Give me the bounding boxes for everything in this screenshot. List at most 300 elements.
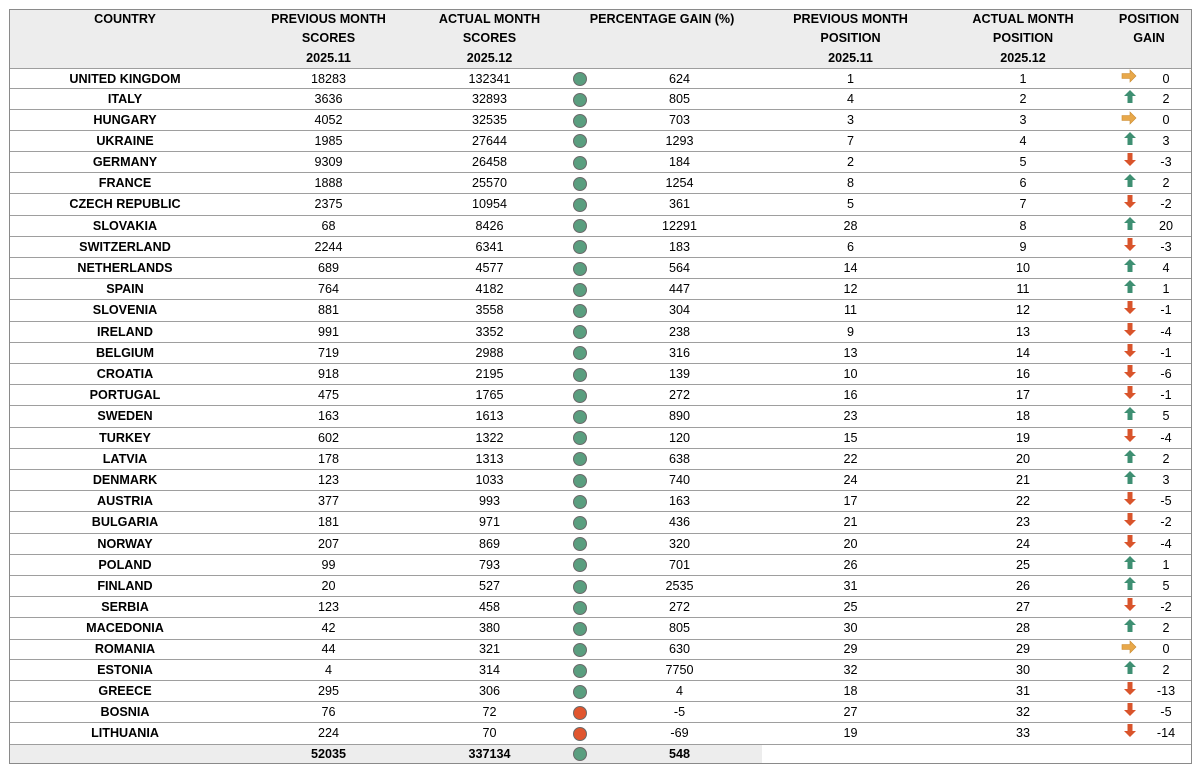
status-cell <box>562 279 597 300</box>
scores-table-container <box>9 9 1192 764</box>
status-dot <box>573 643 587 657</box>
status-dot <box>573 240 587 254</box>
header-line: POSITION <box>992 31 1054 46</box>
pct-gain: 320 <box>597 533 762 554</box>
header-prev-position <box>762 10 939 69</box>
direction-cell <box>1107 363 1141 384</box>
country-name: GREECE <box>10 681 240 702</box>
actual-position: 33 <box>939 723 1107 744</box>
actual-score: 4182 <box>417 279 562 300</box>
arrow-down-icon <box>1123 300 1137 320</box>
totals-blank <box>762 744 1191 763</box>
prev-position: 12 <box>762 279 939 300</box>
position-gain: -2 <box>1141 194 1191 215</box>
position-gain: 5 <box>1141 406 1191 427</box>
pct-gain: 2535 <box>597 576 762 597</box>
table-row <box>10 533 1191 554</box>
actual-score: 3558 <box>417 300 562 321</box>
actual-score: 793 <box>417 554 562 575</box>
table-row <box>10 659 1191 680</box>
table-row <box>10 427 1191 448</box>
prev-position: 24 <box>762 469 939 490</box>
total-actual-scores: 337134 <box>417 744 562 763</box>
prev-position: 14 <box>762 257 939 278</box>
arrow-down-icon <box>1123 512 1137 532</box>
table-row <box>10 110 1191 130</box>
prev-position: 3 <box>762 110 939 130</box>
header-line: PREVIOUS MONTH <box>271 12 386 26</box>
prev-position: 32 <box>762 659 939 680</box>
actual-position: 14 <box>939 342 1107 363</box>
pct-gain: 304 <box>597 300 762 321</box>
prev-position: 5 <box>762 194 939 215</box>
status-cell <box>562 681 597 702</box>
country-name: NETHERLANDS <box>10 257 240 278</box>
header-line: POSITION <box>1118 12 1180 26</box>
status-dot <box>573 601 587 615</box>
prev-score: 719 <box>240 342 417 363</box>
status-dot <box>573 219 587 233</box>
actual-score: 8426 <box>417 215 562 236</box>
status-cell <box>562 110 597 130</box>
status-dot <box>573 114 587 128</box>
prev-position: 4 <box>762 89 939 110</box>
table-row <box>10 512 1191 533</box>
table-row <box>10 194 1191 215</box>
pct-gain: 638 <box>597 448 762 469</box>
actual-position: 10 <box>939 257 1107 278</box>
actual-position: 27 <box>939 597 1107 618</box>
arrow-down-icon <box>1123 491 1137 511</box>
position-gain: -1 <box>1141 385 1191 406</box>
actual-position: 5 <box>939 151 1107 172</box>
status-cell <box>562 215 597 236</box>
direction-cell <box>1107 406 1141 427</box>
arrow-down-icon <box>1123 152 1137 172</box>
position-gain: -4 <box>1141 533 1191 554</box>
arrow-down-icon <box>1123 597 1137 617</box>
total-status-dot <box>573 747 587 761</box>
header-line: 2025.11 <box>306 50 351 65</box>
country-name: POLAND <box>10 554 240 575</box>
pct-gain: 436 <box>597 512 762 533</box>
actual-score: 1313 <box>417 448 562 469</box>
status-dot <box>573 558 587 572</box>
status-dot <box>573 198 587 212</box>
arrow-up-icon <box>1123 173 1137 193</box>
actual-position: 8 <box>939 215 1107 236</box>
arrow-right-icon <box>1121 640 1137 659</box>
arrow-up-icon <box>1123 576 1137 596</box>
position-gain: 0 <box>1141 69 1191 89</box>
actual-position: 6 <box>939 173 1107 194</box>
status-dot <box>573 664 587 678</box>
direction-cell <box>1107 151 1141 172</box>
table-row <box>10 151 1191 172</box>
pct-gain: 447 <box>597 279 762 300</box>
status-cell <box>562 321 597 342</box>
pct-gain: -5 <box>597 702 762 723</box>
actual-position: 20 <box>939 448 1107 469</box>
table-row <box>10 89 1191 110</box>
status-dot <box>573 516 587 530</box>
prev-score: 295 <box>240 681 417 702</box>
country-name: SWEDEN <box>10 406 240 427</box>
arrow-down-icon <box>1123 322 1137 342</box>
actual-score: 132341 <box>417 69 562 89</box>
totals-row <box>10 744 1191 763</box>
prev-score: 44 <box>240 639 417 659</box>
status-dot <box>573 389 587 403</box>
prev-position: 29 <box>762 639 939 659</box>
status-dot <box>573 177 587 191</box>
actual-position: 26 <box>939 576 1107 597</box>
country-name: LITHUANIA <box>10 723 240 744</box>
table-row <box>10 576 1191 597</box>
country-name: GERMANY <box>10 151 240 172</box>
direction-cell <box>1107 491 1141 512</box>
table-row <box>10 236 1191 257</box>
table-row <box>10 702 1191 723</box>
prev-position: 2 <box>762 151 939 172</box>
table-row <box>10 173 1191 194</box>
position-gain: 20 <box>1141 215 1191 236</box>
country-name: ESTONIA <box>10 659 240 680</box>
country-name: SWITZERLAND <box>10 236 240 257</box>
actual-position: 29 <box>939 639 1107 659</box>
status-cell <box>562 723 597 744</box>
actual-score: 1322 <box>417 427 562 448</box>
pct-gain: 703 <box>597 110 762 130</box>
status-dot <box>573 727 587 741</box>
actual-position: 12 <box>939 300 1107 321</box>
actual-position: 17 <box>939 385 1107 406</box>
actual-position: 1 <box>939 69 1107 89</box>
total-prev-scores: 52035 <box>240 744 417 763</box>
actual-position: 16 <box>939 363 1107 384</box>
actual-score: 306 <box>417 681 562 702</box>
country-name: BOSNIA <box>10 702 240 723</box>
direction-cell <box>1107 257 1141 278</box>
country-name: UKRAINE <box>10 130 240 151</box>
prev-position: 7 <box>762 130 939 151</box>
header-line: 2025.11 <box>828 50 873 65</box>
position-gain: 1 <box>1141 554 1191 575</box>
country-name: BULGARIA <box>10 512 240 533</box>
status-dot <box>573 156 587 170</box>
status-cell <box>562 406 597 427</box>
country-name: FRANCE <box>10 173 240 194</box>
arrow-down-icon <box>1123 194 1137 214</box>
pct-gain: -69 <box>597 723 762 744</box>
pct-gain: 272 <box>597 385 762 406</box>
position-gain: -2 <box>1141 597 1191 618</box>
table-row <box>10 618 1191 639</box>
table-row <box>10 469 1191 490</box>
status-cell <box>562 151 597 172</box>
table-row <box>10 321 1191 342</box>
actual-position: 3 <box>939 110 1107 130</box>
direction-cell <box>1107 110 1141 130</box>
table-row <box>10 215 1191 236</box>
direction-cell <box>1107 194 1141 215</box>
position-gain: 3 <box>1141 469 1191 490</box>
country-name: FINLAND <box>10 576 240 597</box>
direction-cell <box>1107 448 1141 469</box>
prev-position: 25 <box>762 597 939 618</box>
table-row <box>10 554 1191 575</box>
status-dot <box>573 346 587 360</box>
pct-gain: 184 <box>597 151 762 172</box>
status-cell <box>562 702 597 723</box>
status-cell <box>562 236 597 257</box>
actual-score: 2195 <box>417 363 562 384</box>
header-line: POSITION <box>820 31 881 46</box>
table-row <box>10 639 1191 659</box>
actual-position: 19 <box>939 427 1107 448</box>
direction-cell <box>1107 427 1141 448</box>
header-line: PREVIOUS MONTH <box>793 12 908 26</box>
pct-gain: 564 <box>597 257 762 278</box>
prev-position: 30 <box>762 618 939 639</box>
header-pct-gain <box>562 10 762 69</box>
status-dot <box>573 72 587 86</box>
actual-position: 31 <box>939 681 1107 702</box>
status-cell <box>562 363 597 384</box>
direction-cell <box>1107 342 1141 363</box>
country-name: ITALY <box>10 89 240 110</box>
prev-position: 18 <box>762 681 939 702</box>
prev-score: 602 <box>240 427 417 448</box>
header-actual-position <box>939 10 1107 69</box>
status-dot <box>573 622 587 636</box>
prev-score: 163 <box>240 406 417 427</box>
status-dot <box>573 134 587 148</box>
actual-score: 458 <box>417 597 562 618</box>
pct-gain: 630 <box>597 639 762 659</box>
pct-gain: 624 <box>597 69 762 89</box>
country-name: IRELAND <box>10 321 240 342</box>
country-name: TURKEY <box>10 427 240 448</box>
direction-cell <box>1107 469 1141 490</box>
direction-cell <box>1107 321 1141 342</box>
status-cell <box>562 533 597 554</box>
status-cell <box>562 173 597 194</box>
pct-gain: 701 <box>597 554 762 575</box>
header-position-gain <box>1107 10 1191 69</box>
arrow-down-icon <box>1123 702 1137 722</box>
prev-position: 10 <box>762 363 939 384</box>
country-name: NORWAY <box>10 533 240 554</box>
actual-score: 993 <box>417 491 562 512</box>
pct-gain: 163 <box>597 491 762 512</box>
country-name: SERBIA <box>10 597 240 618</box>
prev-position: 26 <box>762 554 939 575</box>
pct-gain: 183 <box>597 236 762 257</box>
prev-position: 28 <box>762 215 939 236</box>
country-name: AUSTRIA <box>10 491 240 512</box>
arrow-down-icon <box>1123 428 1137 448</box>
arrow-up-icon <box>1123 216 1137 236</box>
status-dot <box>573 474 587 488</box>
status-dot <box>573 685 587 699</box>
position-gain: -1 <box>1141 300 1191 321</box>
status-dot <box>573 262 587 276</box>
actual-score: 527 <box>417 576 562 597</box>
actual-score: 314 <box>417 659 562 680</box>
status-cell <box>562 576 597 597</box>
prev-position: 13 <box>762 342 939 363</box>
prev-score: 1985 <box>240 130 417 151</box>
actual-score: 1765 <box>417 385 562 406</box>
status-dot <box>573 368 587 382</box>
actual-score: 1033 <box>417 469 562 490</box>
prev-position: 22 <box>762 448 939 469</box>
status-cell <box>562 639 597 659</box>
arrow-down-icon <box>1123 723 1137 743</box>
country-name: CROATIA <box>10 363 240 384</box>
status-cell <box>562 89 597 110</box>
pct-gain: 361 <box>597 194 762 215</box>
actual-score: 27644 <box>417 130 562 151</box>
pct-gain: 740 <box>597 469 762 490</box>
status-dot <box>573 452 587 466</box>
direction-cell <box>1107 659 1141 680</box>
position-gain: -6 <box>1141 363 1191 384</box>
table-row <box>10 723 1191 744</box>
totals-label <box>10 744 240 763</box>
actual-score: 32535 <box>417 110 562 130</box>
position-gain: 0 <box>1141 110 1191 130</box>
arrow-down-icon <box>1123 343 1137 363</box>
position-gain: 2 <box>1141 659 1191 680</box>
actual-position: 30 <box>939 659 1107 680</box>
position-gain: 5 <box>1141 576 1191 597</box>
table-row <box>10 448 1191 469</box>
actual-score: 26458 <box>417 151 562 172</box>
direction-cell <box>1107 512 1141 533</box>
table-body <box>10 69 1191 745</box>
prev-position: 1 <box>762 69 939 89</box>
prev-position: 11 <box>762 300 939 321</box>
position-gain: -3 <box>1141 151 1191 172</box>
arrow-up-icon <box>1123 660 1137 680</box>
country-name: CZECH REPUBLIC <box>10 194 240 215</box>
prev-score: 99 <box>240 554 417 575</box>
actual-position: 23 <box>939 512 1107 533</box>
prev-position: 17 <box>762 491 939 512</box>
actual-position: 24 <box>939 533 1107 554</box>
direction-cell <box>1107 681 1141 702</box>
prev-score: 9309 <box>240 151 417 172</box>
prev-position: 8 <box>762 173 939 194</box>
table-row <box>10 681 1191 702</box>
actual-score: 1613 <box>417 406 562 427</box>
position-gain: -1 <box>1141 342 1191 363</box>
prev-position: 31 <box>762 576 939 597</box>
header-prev-scores <box>240 10 417 69</box>
prev-score: 18283 <box>240 69 417 89</box>
position-gain: 2 <box>1141 173 1191 194</box>
pct-gain: 238 <box>597 321 762 342</box>
total-pct-gain: 548 <box>597 744 762 763</box>
position-gain: 0 <box>1141 639 1191 659</box>
status-dot <box>573 537 587 551</box>
arrow-up-icon <box>1123 555 1137 575</box>
actual-position: 4 <box>939 130 1107 151</box>
position-gain: -2 <box>1141 512 1191 533</box>
header-line: PERCENTAGE GAIN (%) <box>589 12 735 26</box>
pct-gain: 805 <box>597 618 762 639</box>
arrow-up-icon <box>1123 470 1137 490</box>
status-cell <box>562 618 597 639</box>
actual-position: 18 <box>939 406 1107 427</box>
direction-cell <box>1107 533 1141 554</box>
direction-cell <box>1107 69 1141 89</box>
prev-position: 15 <box>762 427 939 448</box>
table-row <box>10 342 1191 363</box>
prev-score: 991 <box>240 321 417 342</box>
prev-position: 6 <box>762 236 939 257</box>
country-name: PORTUGAL <box>10 385 240 406</box>
actual-position: 11 <box>939 279 1107 300</box>
direction-cell <box>1107 723 1141 744</box>
status-dot <box>573 706 587 720</box>
prev-score: 377 <box>240 491 417 512</box>
actual-score: 971 <box>417 512 562 533</box>
status-cell <box>562 512 597 533</box>
status-dot <box>573 325 587 339</box>
actual-position: 13 <box>939 321 1107 342</box>
direction-cell <box>1107 89 1141 110</box>
pct-gain: 139 <box>597 363 762 384</box>
position-gain: 2 <box>1141 448 1191 469</box>
direction-cell <box>1107 236 1141 257</box>
status-cell <box>562 300 597 321</box>
position-gain: 3 <box>1141 130 1191 151</box>
prev-score: 2244 <box>240 236 417 257</box>
table-row <box>10 300 1191 321</box>
header-actual-scores <box>417 10 562 69</box>
direction-cell <box>1107 597 1141 618</box>
pct-gain: 890 <box>597 406 762 427</box>
prev-position: 9 <box>762 321 939 342</box>
direction-cell <box>1107 639 1141 659</box>
position-gain: -4 <box>1141 427 1191 448</box>
position-gain: -14 <box>1141 723 1191 744</box>
header-row <box>10 10 1191 69</box>
status-dot <box>573 93 587 107</box>
prev-score: 20 <box>240 576 417 597</box>
prev-score: 123 <box>240 597 417 618</box>
prev-score: 42 <box>240 618 417 639</box>
status-cell <box>562 659 597 680</box>
position-gain: -13 <box>1141 681 1191 702</box>
prev-position: 21 <box>762 512 939 533</box>
header-line: ACTUAL MONTH <box>972 12 1074 26</box>
status-dot <box>573 410 587 424</box>
prev-position: 19 <box>762 723 939 744</box>
country-name: BELGIUM <box>10 342 240 363</box>
actual-score: 32893 <box>417 89 562 110</box>
arrow-down-icon <box>1123 681 1137 701</box>
header-line: 2025.12 <box>1000 50 1046 65</box>
prev-score: 3636 <box>240 89 417 110</box>
status-cell <box>562 597 597 618</box>
status-cell <box>562 342 597 363</box>
status-cell <box>562 448 597 469</box>
position-gain: 1 <box>1141 279 1191 300</box>
